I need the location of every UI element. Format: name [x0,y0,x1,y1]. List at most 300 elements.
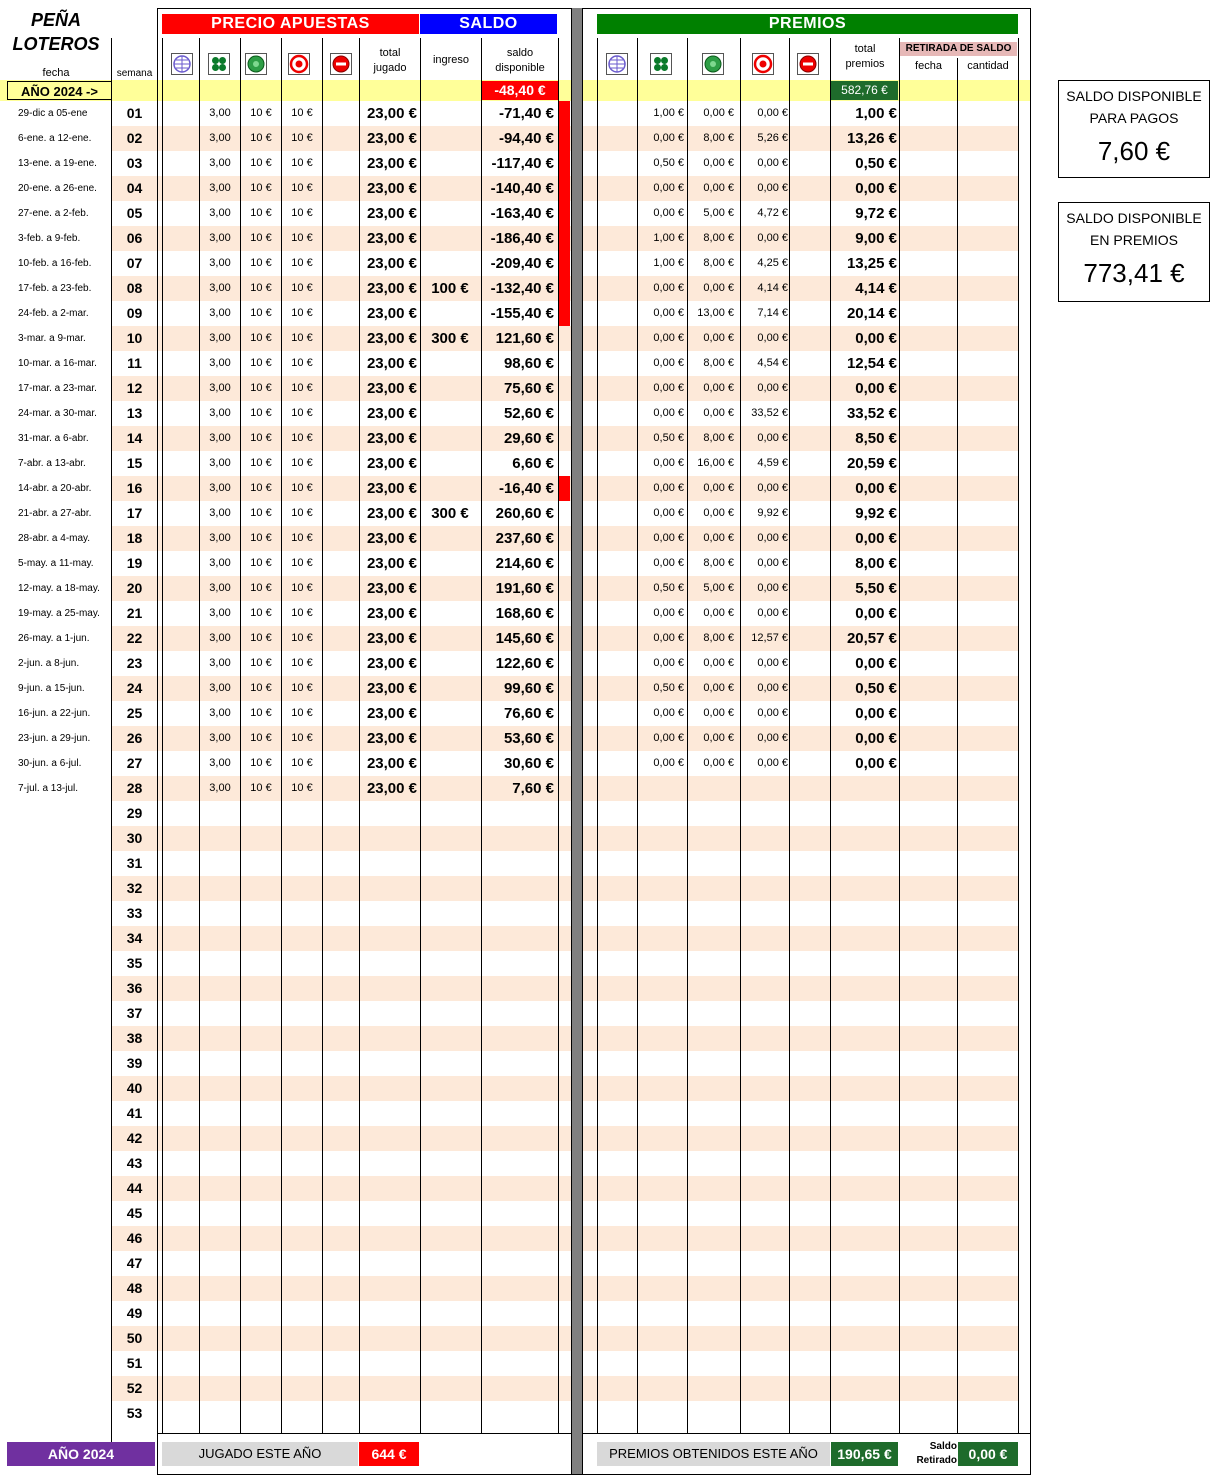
footer-jugado-label: JUGADO ESTE AÑO [162,1442,358,1466]
cell-saldo: 237,60 € [495,530,554,547]
grid-vline [420,38,421,1434]
cell-pr3: 13,00 € [697,307,734,319]
cell-totp: 5,50 € [855,580,897,597]
cell-ingreso [421,651,479,676]
year-premios-inicial: 582,76 € [831,81,898,100]
cell-p1 [162,351,199,376]
cell-pr1 [597,701,637,726]
cell-saldo: 6,60 € [512,455,554,472]
cell-p3: 10 € [250,532,272,544]
saldo-premios-value: 773,41 € [1083,258,1185,288]
cell-fecha: 17-feb. a 23-feb. [18,283,92,294]
cell-p5 [323,151,359,176]
cell-p2: 3,00 [209,757,231,769]
grid-vline [199,38,200,1434]
cell-semana: 16 [126,480,143,496]
cell-saldo: 98,60 € [503,355,554,372]
cell-pr5 [790,451,830,476]
cell-pr5 [790,576,830,601]
cell-pr4: 0,00 € [757,157,788,169]
cell-saldo: 191,60 € [495,580,554,597]
cell-saldo: -16,40 € [498,480,554,497]
cell-pr2: 0,00 € [653,357,684,369]
cell-semana: 12 [126,380,143,396]
cell-totp: 20,14 € [846,305,897,322]
cell-saldo: -186,40 € [490,230,554,247]
cell-total: 23,00 € [366,480,417,497]
cell-pr5 [790,726,830,751]
cell-pr5 [790,676,830,701]
cell-totp: 8,00 € [855,555,897,572]
cell-semana: 43 [126,1155,143,1171]
cell-p5 [323,676,359,701]
cell-ingreso [421,751,479,776]
cell-pr2: 0,50 € [653,157,684,169]
cell-ingreso [421,376,479,401]
cell-fecha: 7-jul. a 13-jul. [18,783,79,794]
row-band [112,1326,1019,1351]
premio-primitiva-icon [702,53,724,75]
cell-pr5 [790,226,830,251]
cell-fecha [18,851,112,876]
cell-p4: 10 € [291,707,313,719]
cell-fecha [18,1276,112,1301]
cell-pr3: 0,00 € [703,382,734,394]
cell-semana: 44 [126,1180,143,1196]
cell-pr4: 0,00 € [757,432,788,444]
cell-pr2: 0,00 € [653,182,684,194]
cell-saldo: 29,60 € [503,430,554,447]
cell-p1 [162,251,199,276]
cell-semana: 34 [126,930,143,946]
cell-saldo: -155,40 € [490,305,554,322]
cell-totp: 9,72 € [855,205,897,222]
cell-p3: 10 € [250,157,272,169]
cell-semana: 41 [126,1105,143,1121]
cell-p5 [323,351,359,376]
cell-p1 [162,601,199,626]
cell-fecha: 3-feb. a 9-feb. [18,233,81,244]
cell-pr1 [597,626,637,651]
cell-p4: 10 € [291,107,313,119]
cell-pr4: 0,00 € [757,757,788,769]
cell-pr4: 4,59 € [757,457,788,469]
cell-fecha [18,1101,112,1126]
cell-saldo: 76,60 € [503,705,554,722]
cell-ingreso [421,676,479,701]
cell-p1 [162,776,199,801]
cell-total: 23,00 € [366,580,417,597]
cell-pr1 [597,426,637,451]
cell-p3: 10 € [250,507,272,519]
cell-pr1 [597,451,637,476]
cell-p4: 10 € [291,232,313,244]
trebol-icon [208,53,230,75]
cell-p2: 3,00 [209,332,231,344]
cell-p2: 3,00 [209,582,231,594]
cell-ingreso [421,401,479,426]
cell-pr5 [790,101,830,126]
cell-p1 [162,151,199,176]
cell-fecha: 10-feb. a 16-feb. [18,258,92,269]
row-band [112,826,1019,851]
footer-jugado-value: 644 € [359,1442,419,1466]
cell-p3: 10 € [250,682,272,694]
cell-semana: 46 [126,1230,143,1246]
cell-p3: 10 € [250,432,272,444]
cell-pr1 [597,601,637,626]
cell-pr4: 0,00 € [757,732,788,744]
cell-p3: 10 € [250,257,272,269]
cell-saldo: 30,60 € [503,755,554,772]
cell-total: 23,00 € [366,205,417,222]
cell-semana: 18 [126,530,143,546]
cell-p4: 10 € [291,132,313,144]
cell-pr4: 9,92 € [757,507,788,519]
cell-p4: 10 € [291,482,313,494]
cell-p5 [323,726,359,751]
cell-pr1 [597,776,637,801]
cell-pr3: 8,00 € [703,132,734,144]
cell-pr4: 12,57 € [751,632,788,644]
cell-semana: 48 [126,1280,143,1296]
cell-p1 [162,651,199,676]
cell-pr4: 4,54 € [757,357,788,369]
cell-p2: 3,00 [209,157,231,169]
cell-p1 [162,301,199,326]
cell-pr4: 0,00 € [757,657,788,669]
cell-totp: 0,50 € [855,680,897,697]
cell-total: 23,00 € [366,430,417,447]
grid-vline [558,38,559,1434]
cell-pr3: 8,00 € [703,432,734,444]
row-band [112,876,1019,901]
grid-hline [157,1433,1031,1434]
cell-semana: 06 [126,230,143,246]
total-jugado-header: total jugado [373,47,407,74]
cell-fecha: 31-mar. a 6-abr. [18,433,89,444]
cell-semana: 40 [126,1080,143,1096]
cell-pr1 [597,176,637,201]
cell-p2: 3,00 [209,732,231,744]
cell-pr3: 0,00 € [703,657,734,669]
cell-p2: 3,00 [209,357,231,369]
cell-pr5 [790,751,830,776]
cell-fecha: 13-ene. a 19-ene. [18,158,97,169]
cell-fecha [18,1226,112,1251]
cell-p3: 10 € [250,232,272,244]
cell-pr2: 0,50 € [653,682,684,694]
cell-p1 [162,676,199,701]
cell-totp: 8,50 € [855,430,897,447]
cell-saldo: 145,60 € [495,630,554,647]
cell-pr2: 0,00 € [653,307,684,319]
cell-p3: 10 € [250,357,272,369]
cell-p5 [323,651,359,676]
cell-pr3: 16,00 € [697,457,734,469]
cell-fecha: 29-dic a 05-ene [18,108,88,119]
cell-saldo: 168,60 € [495,605,554,622]
cell-p2: 3,00 [209,457,231,469]
fecha-header: fecha [42,67,70,79]
premios-header: PREMIOS [597,14,1018,34]
cell-p5 [323,551,359,576]
grid-vline [240,38,241,1434]
cell-semana: 09 [126,305,143,321]
euromillones-icon [288,53,310,75]
cell-p1 [162,426,199,451]
cell-fecha: 20-ene. a 26-ene. [18,183,97,194]
cell-totp: 12,54 € [846,355,897,372]
cell-semana: 35 [126,955,143,971]
cell-pr1 [597,401,637,426]
cell-totp: 20,57 € [846,630,897,647]
cell-pr3: 5,00 € [703,207,734,219]
cell-ingreso: 100 € [431,280,469,297]
cell-pr4: 0,00 € [757,182,788,194]
saldo-disponible-header: saldo disponible [495,47,545,74]
cell-pr4: 0,00 € [757,332,788,344]
cell-pr3: 0,00 € [703,407,734,419]
cell-pr5 [790,276,830,301]
cell-ingreso [421,201,479,226]
cell-p2: 3,00 [209,482,231,494]
saldo-pagos-value: 7,60 € [1097,136,1171,166]
cell-pr1 [597,251,637,276]
cell-fecha [18,801,112,826]
cell-p4: 10 € [291,307,313,319]
cell-totp: 0,00 € [855,655,897,672]
cell-fecha [18,1376,112,1401]
cell-semana: 13 [126,405,143,421]
cell-ingreso [421,601,479,626]
cell-p4: 10 € [291,182,313,194]
cell-saldo: -71,40 € [498,105,554,122]
cell-p1 [162,476,199,501]
cell-p4: 10 € [291,557,313,569]
cell-fecha: 27-ene. a 2-feb. [18,208,89,219]
cell-pr5 [790,251,830,276]
row-band [112,926,1019,951]
cell-fecha: 3-mar. a 9-mar. [18,333,86,344]
cell-p3: 10 € [250,482,272,494]
cell-total: 23,00 € [366,455,417,472]
cell-fecha [18,1076,112,1101]
cell-semana: 22 [126,630,143,646]
gordo-icon [330,53,352,75]
cell-ingreso [421,726,479,751]
brand-line2: LOTEROS [12,34,100,54]
cell-semana: 19 [126,555,143,571]
cell-pr3: 0,00 € [703,757,734,769]
cell-semana: 50 [126,1330,143,1346]
cell-pr5 [790,326,830,351]
premio-trebol-icon [650,53,672,75]
cell-p2: 3,00 [209,707,231,719]
grid-vline [1018,38,1019,1434]
cell-semana: 23 [126,655,143,671]
cell-p2: 3,00 [209,307,231,319]
cell-pr4: 0,00 € [757,707,788,719]
cell-pr4: 5,26 € [757,132,788,144]
cell-pr4: 0,00 € [757,107,788,119]
cell-pr5 [790,551,830,576]
cell-p2: 3,00 [209,507,231,519]
cell-ingreso [421,626,479,651]
grid-vline [481,38,482,1434]
saldo-pagos-label-2: PARA PAGOS [1089,110,1179,126]
cell-saldo: 99,60 € [503,680,554,697]
cell-pr3: 5,00 € [703,582,734,594]
grid-vline [162,38,163,1434]
cell-pr1 [597,276,637,301]
cell-p2: 3,00 [209,282,231,294]
cell-fecha: 6-ene. a 12-ene. [18,133,92,144]
grid-vline [359,38,360,1434]
cell-pr2: 0,00 € [653,407,684,419]
cell-p1 [162,626,199,651]
cell-pr5 [790,201,830,226]
cell-totp: 0,00 € [855,605,897,622]
cell-fecha: 24-mar. a 30-mar. [18,408,97,419]
cell-pr1 [597,151,637,176]
premio-bonoloto-icon [606,53,628,75]
grid-vline [789,38,790,1434]
retirada-fecha-header: fecha [915,60,942,72]
cell-totp: 0,00 € [855,480,897,497]
row-band [112,976,1019,1001]
cell-pr2: 0,00 € [653,332,684,344]
cell-p1 [162,526,199,551]
cell-saldo: 52,60 € [503,405,554,422]
cell-totp: 13,26 € [846,130,897,147]
cell-semana: 11 [127,355,142,371]
cell-pr2: 0,50 € [653,582,684,594]
year-saldo-inicial: -48,40 € [482,81,558,100]
cell-pr2: 1,00 € [653,107,684,119]
cell-semana: 32 [126,880,143,896]
cell-pr2: 0,00 € [653,132,684,144]
cell-pr1 [597,201,637,226]
grid-vline [111,38,112,1464]
cell-ingreso: 300 € [431,330,469,347]
cell-total: 23,00 € [366,730,417,747]
cell-p3: 10 € [250,382,272,394]
cell-total: 23,00 € [366,155,417,172]
cell-semana: 51 [126,1355,143,1371]
cell-saldo: 122,60 € [495,655,554,672]
cell-pr5 [790,351,830,376]
cell-totp: 0,00 € [855,730,897,747]
cell-p2: 3,00 [209,657,231,669]
cell-p5 [323,401,359,426]
cell-totp: 0,00 € [855,180,897,197]
cell-pr1 [597,501,637,526]
cell-fecha: 17-mar. a 23-mar. [18,383,97,394]
cell-semana: 02 [126,130,143,146]
cell-fecha [18,1401,112,1426]
cell-pr1 [597,301,637,326]
cell-pr2: 0,00 € [653,282,684,294]
cell-totp: 4,14 € [855,280,897,297]
cell-totp [831,776,897,801]
cell-pr3: 8,00 € [703,557,734,569]
cell-p5 [323,501,359,526]
saldo-premios-label-2: EN PREMIOS [1090,232,1178,248]
row-band [112,1126,1019,1151]
cell-p5 [323,526,359,551]
row-band [112,1026,1019,1051]
cell-pr3 [688,776,734,801]
cell-p1 [162,701,199,726]
cell-p2: 3,00 [209,132,231,144]
grid-vline [830,38,831,1434]
cell-pr1 [597,551,637,576]
cell-p4: 10 € [291,607,313,619]
cell-fecha: 26-may. a 1-jun. [18,633,90,644]
cell-pr5 [790,476,830,501]
cell-saldo: -140,40 € [490,180,554,197]
cell-pr4: 0,00 € [757,682,788,694]
cell-pr3: 0,00 € [703,682,734,694]
cell-pr3: 0,00 € [703,507,734,519]
cell-semana: 07 [126,255,143,271]
cell-ingreso [421,776,479,801]
cell-pr3: 0,00 € [703,332,734,344]
cell-pr3: 0,00 € [703,157,734,169]
grid-vline [740,38,741,1434]
cell-fecha [18,951,112,976]
cell-pr3: 8,00 € [703,357,734,369]
cell-pr5 [790,526,830,551]
cell-semana: 21 [126,605,143,621]
cell-saldo: -94,40 € [498,130,554,147]
cell-p5 [323,276,359,301]
cell-p3: 10 € [250,707,272,719]
cell-p2: 3,00 [209,782,231,794]
cell-p4: 10 € [291,257,313,269]
premio-euromillones-icon [752,53,774,75]
cell-p4: 10 € [291,457,313,469]
cell-p3: 10 € [250,182,272,194]
saldo-header: SALDO [420,14,557,34]
cell-pr1 [597,476,637,501]
cell-fecha: 24-feb. a 2-mar. [18,308,89,319]
cell-p4: 10 € [291,207,313,219]
cell-totp: 0,00 € [855,380,897,397]
cell-totp: 0,00 € [855,330,897,347]
cell-p4: 10 € [291,382,313,394]
cell-p2: 3,00 [209,532,231,544]
cell-pr1 [597,751,637,776]
year-label: AÑO 2024 -> [7,81,112,100]
cell-semana: 49 [126,1305,143,1321]
cell-p3: 10 € [250,632,272,644]
cell-p3: 10 € [250,657,272,669]
cell-pr3: 0,00 € [703,607,734,619]
cell-fecha [18,826,112,851]
cell-semana: 17 [126,505,143,521]
cell-p1 [162,226,199,251]
cell-fecha: 7-abr. a 13-abr. [18,458,86,469]
cell-total: 23,00 € [366,655,417,672]
cell-total: 23,00 € [366,330,417,347]
cell-pr2: 0,00 € [653,707,684,719]
cell-pr4: 33,52 € [751,407,788,419]
bonoloto-icon [171,53,193,75]
cell-p1 [162,376,199,401]
cell-ingreso [421,526,479,551]
